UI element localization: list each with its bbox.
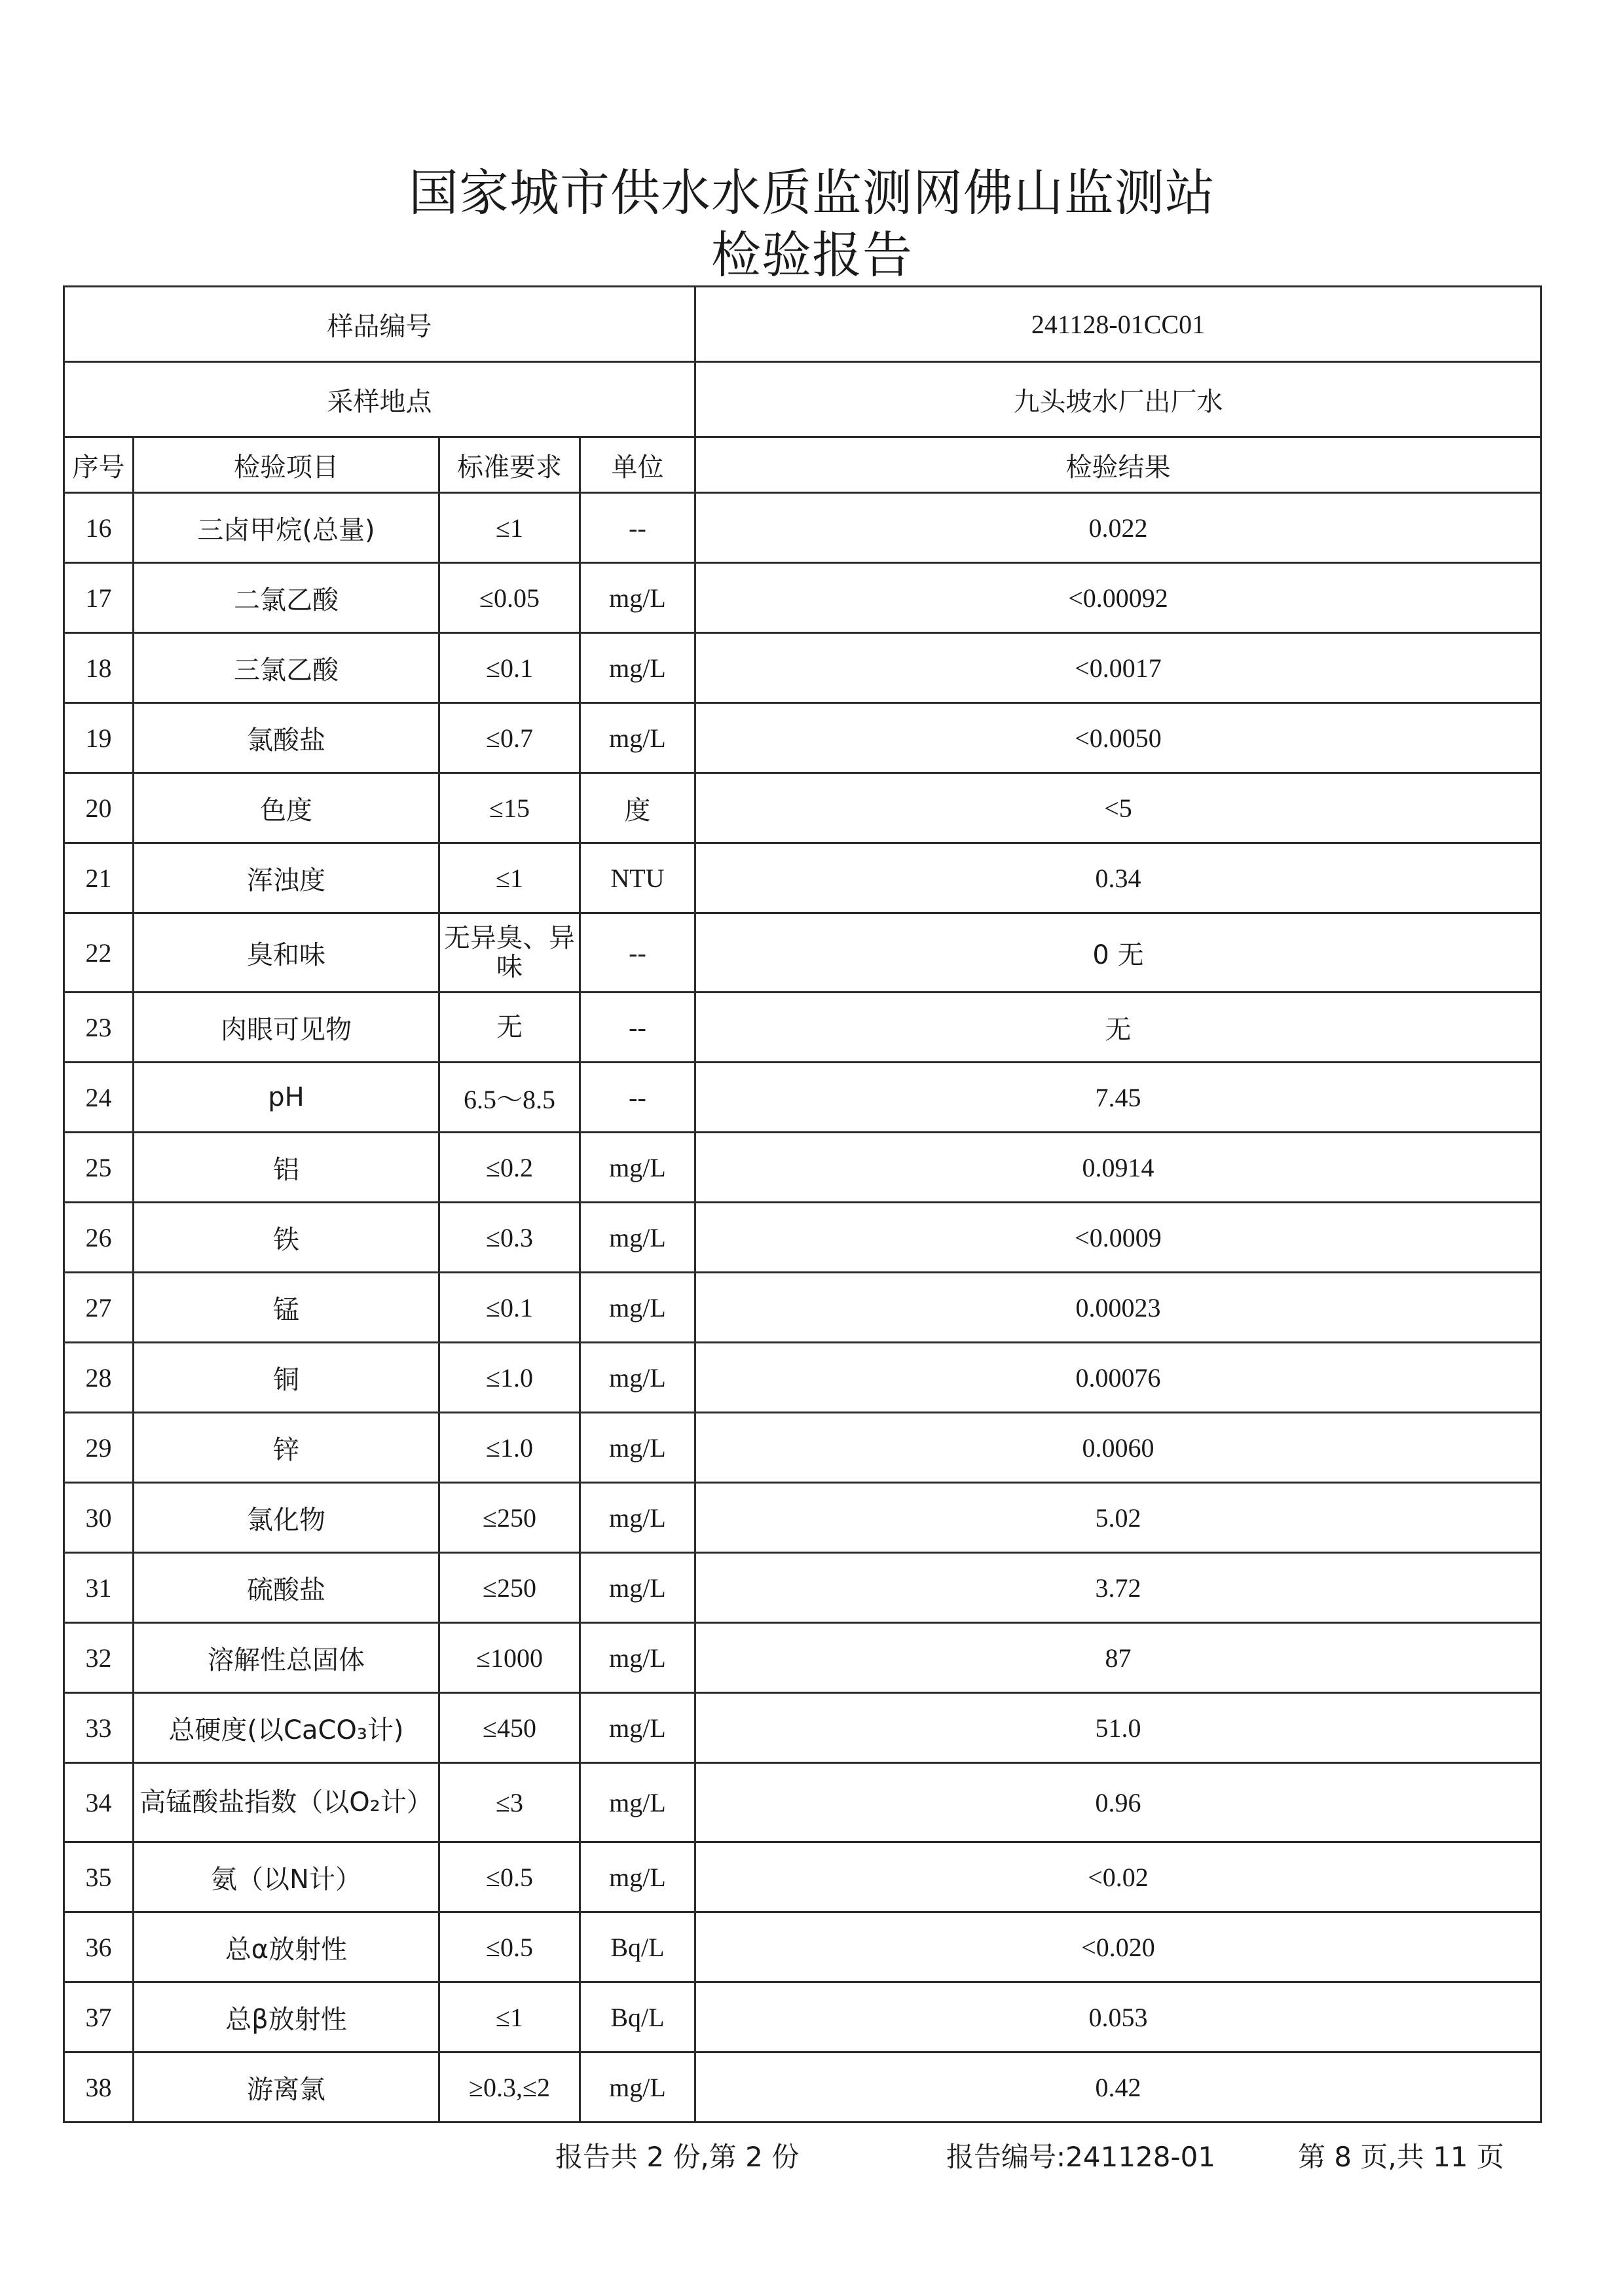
cell-item: 铜: [134, 1343, 439, 1413]
table-row: [64, 1623, 1541, 1693]
footer-page: 第 8 页,共 11 页: [1298, 2141, 1504, 2173]
cell-standard: ≤1: [439, 493, 580, 563]
cell-seq: 16: [64, 493, 134, 563]
cell-unit: --: [580, 913, 695, 993]
cell-item: 氯化物: [134, 1483, 439, 1553]
results-table-body: [64, 287, 1541, 2123]
table-row: [64, 493, 1541, 563]
cell-unit: mg/L: [580, 1413, 695, 1483]
cell-seq: 29: [64, 1413, 134, 1483]
cell-seq: 33: [64, 1693, 134, 1763]
table-row: [64, 563, 1541, 633]
cell-item: 锰: [134, 1273, 439, 1343]
cell-result: 无: [695, 993, 1541, 1063]
cell-unit: mg/L: [580, 703, 695, 773]
table-row: [64, 2052, 1541, 2123]
cell-result: 87: [695, 1623, 1541, 1693]
footer-copies: 报告共 2 份,第 2 份: [555, 2141, 800, 2173]
table-row: [64, 773, 1541, 843]
cell-unit: mg/L: [580, 1343, 695, 1413]
table-row: [64, 1693, 1541, 1763]
sample-no-row: [64, 287, 1541, 362]
cell-unit: Bq/L: [580, 1982, 695, 2052]
results-table: [63, 285, 1542, 2123]
table-row: [64, 843, 1541, 913]
cell-seq: 20: [64, 773, 134, 843]
cell-result: <0.00092: [695, 563, 1541, 633]
cell-unit: Bq/L: [580, 1912, 695, 1982]
cell-result: 5.02: [695, 1483, 1541, 1553]
cell-unit: --: [580, 493, 695, 563]
col-header-item: 检验项目: [134, 437, 439, 493]
cell-seq: 22: [64, 913, 134, 993]
cell-standard: 6.5～8.5: [439, 1063, 580, 1133]
cell-result: <0.0017: [695, 633, 1541, 703]
cell-seq: 27: [64, 1273, 134, 1343]
table-row: [64, 1273, 1541, 1343]
cell-seq: 17: [64, 563, 134, 633]
cell-seq: 19: [64, 703, 134, 773]
cell-result: 0.00076: [695, 1343, 1541, 1413]
cell-seq: 32: [64, 1623, 134, 1693]
cell-item: 锌: [134, 1413, 439, 1483]
cell-result: 0.00023: [695, 1273, 1541, 1343]
cell-item: 铁: [134, 1203, 439, 1273]
cell-result: 7.45: [695, 1063, 1541, 1133]
cell-result: 51.0: [695, 1693, 1541, 1763]
cell-seq: 34: [64, 1763, 134, 1842]
table-row: [64, 1982, 1541, 2052]
cell-seq: 36: [64, 1912, 134, 1982]
cell-result: 0.34: [695, 843, 1541, 913]
cell-result: 0.022: [695, 493, 1541, 563]
cell-result: <0.0050: [695, 703, 1541, 773]
cell-unit: mg/L: [580, 2052, 695, 2123]
cell-standard: ≤450: [439, 1693, 580, 1763]
report-subtitle: 检验报告: [711, 226, 913, 284]
cell-standard: ≤1000: [439, 1623, 580, 1693]
cell-standard: ≤0.2: [439, 1133, 580, 1203]
cell-item: 总β放射性: [134, 1982, 439, 2052]
cell-item: 高锰酸盐指数（以O₂计）: [134, 1763, 439, 1842]
cell-standard: ≤1.0: [439, 1343, 580, 1413]
cell-standard: ≤0.1: [439, 1273, 580, 1343]
cell-seq: 37: [64, 1982, 134, 2052]
table-row: [64, 1063, 1541, 1133]
table-row: [64, 703, 1541, 773]
cell-item: 浑浊度: [134, 843, 439, 913]
cell-item: 三氯乙酸: [134, 633, 439, 703]
cell-standard: ≤0.05: [439, 563, 580, 633]
table-row: [64, 1133, 1541, 1203]
sample-no-value: 241128-01CC01: [695, 287, 1541, 362]
sample-no-label: 样品编号: [64, 287, 695, 362]
cell-standard: ≤0.7: [439, 703, 580, 773]
cell-seq: 21: [64, 843, 134, 913]
cell-unit: mg/L: [580, 1133, 695, 1203]
footer-report-no: 报告编号:241128-01: [946, 2141, 1216, 2173]
cell-item: 铝: [134, 1133, 439, 1203]
cell-unit: --: [580, 1063, 695, 1133]
cell-seq: 23: [64, 993, 134, 1063]
cell-item: 总硬度(以CaCO₃计): [134, 1693, 439, 1763]
cell-standard: ≤250: [439, 1483, 580, 1553]
cell-seq: 38: [64, 2052, 134, 2123]
cell-seq: 26: [64, 1203, 134, 1273]
location-label: 采样地点: [64, 362, 695, 437]
cell-seq: 35: [64, 1842, 134, 1912]
cell-standard: ≤0.3: [439, 1203, 580, 1273]
table-row: [64, 1912, 1541, 1982]
cell-unit: mg/L: [580, 1483, 695, 1553]
cell-standard: ≤0.1: [439, 633, 580, 703]
cell-item: 肉眼可见物: [134, 993, 439, 1063]
cell-result: 0.0914: [695, 1133, 1541, 1203]
cell-standard: ≤1: [439, 1982, 580, 2052]
cell-item: pH: [134, 1063, 439, 1133]
cell-standard: ≤1.0: [439, 1413, 580, 1483]
cell-unit: mg/L: [580, 1203, 695, 1273]
cell-standard: 无异臭、异味: [439, 913, 580, 993]
cell-seq: 24: [64, 1063, 134, 1133]
table-row: [64, 1483, 1541, 1553]
cell-standard: ≤0.5: [439, 1912, 580, 1982]
col-header-seq: 序号: [64, 437, 134, 493]
cell-standard: ≤250: [439, 1553, 580, 1623]
cell-unit: mg/L: [580, 1842, 695, 1912]
cell-seq: 28: [64, 1343, 134, 1413]
table-row: [64, 913, 1541, 993]
cell-standard: ≥0.3,≤2: [439, 2052, 580, 2123]
cell-unit: --: [580, 993, 695, 1063]
table-row: [64, 993, 1541, 1063]
cell-result: 0.053: [695, 1982, 1541, 2052]
cell-result: 0 无: [695, 913, 1541, 993]
cell-item: 臭和味: [134, 913, 439, 993]
cell-result: 0.96: [695, 1763, 1541, 1842]
cell-unit: mg/L: [580, 1623, 695, 1693]
cell-item: 色度: [134, 773, 439, 843]
col-header-unit: 单位: [580, 437, 695, 493]
cell-result: <0.020: [695, 1912, 1541, 1982]
cell-result: <0.02: [695, 1842, 1541, 1912]
table-row: [64, 1413, 1541, 1483]
cell-item: 游离氯: [134, 2052, 439, 2123]
table-row: [64, 1203, 1541, 1273]
cell-standard: ≤3: [439, 1763, 580, 1842]
cell-result: <0.0009: [695, 1203, 1541, 1273]
table-row: [64, 1763, 1541, 1842]
cell-unit: mg/L: [580, 633, 695, 703]
cell-unit: NTU: [580, 843, 695, 913]
cell-result: 0.0060: [695, 1413, 1541, 1483]
cell-standard: ≤15: [439, 773, 580, 843]
cell-standard: ≤1: [439, 843, 580, 913]
cell-unit: mg/L: [580, 1553, 695, 1623]
cell-standard: ≤0.5: [439, 1842, 580, 1912]
cell-item: 总α放射性: [134, 1912, 439, 1982]
table-row: [64, 633, 1541, 703]
table-row: [64, 1343, 1541, 1413]
location-row: [64, 362, 1541, 437]
cell-result: 3.72: [695, 1553, 1541, 1623]
col-header-standard: 标准要求: [439, 437, 580, 493]
cell-item: 溶解性总固体: [134, 1623, 439, 1693]
col-header-result: 检验结果: [695, 437, 1541, 493]
cell-unit: 度: [580, 773, 695, 843]
cell-seq: 31: [64, 1553, 134, 1623]
cell-unit: mg/L: [580, 563, 695, 633]
column-header-row: [64, 437, 1541, 493]
table-row: [64, 1842, 1541, 1912]
location-value: 九头坡水厂出厂水: [695, 362, 1541, 437]
report-title: 国家城市供水水质监测网佛山监测站: [409, 164, 1215, 222]
cell-item: 氨（以N计）: [134, 1842, 439, 1912]
cell-standard: 无: [439, 993, 580, 1063]
cell-unit: mg/L: [580, 1273, 695, 1343]
cell-unit: mg/L: [580, 1763, 695, 1842]
cell-result: 0.42: [695, 2052, 1541, 2123]
cell-item: 氯酸盐: [134, 703, 439, 773]
cell-seq: 25: [64, 1133, 134, 1203]
cell-seq: 18: [64, 633, 134, 703]
cell-item: 三卤甲烷(总量): [134, 493, 439, 563]
cell-item: 硫酸盐: [134, 1553, 439, 1623]
cell-item: 二氯乙酸: [134, 563, 439, 633]
cell-result: <5: [695, 773, 1541, 843]
table-row: [64, 1553, 1541, 1623]
cell-unit: mg/L: [580, 1693, 695, 1763]
cell-seq: 30: [64, 1483, 134, 1553]
